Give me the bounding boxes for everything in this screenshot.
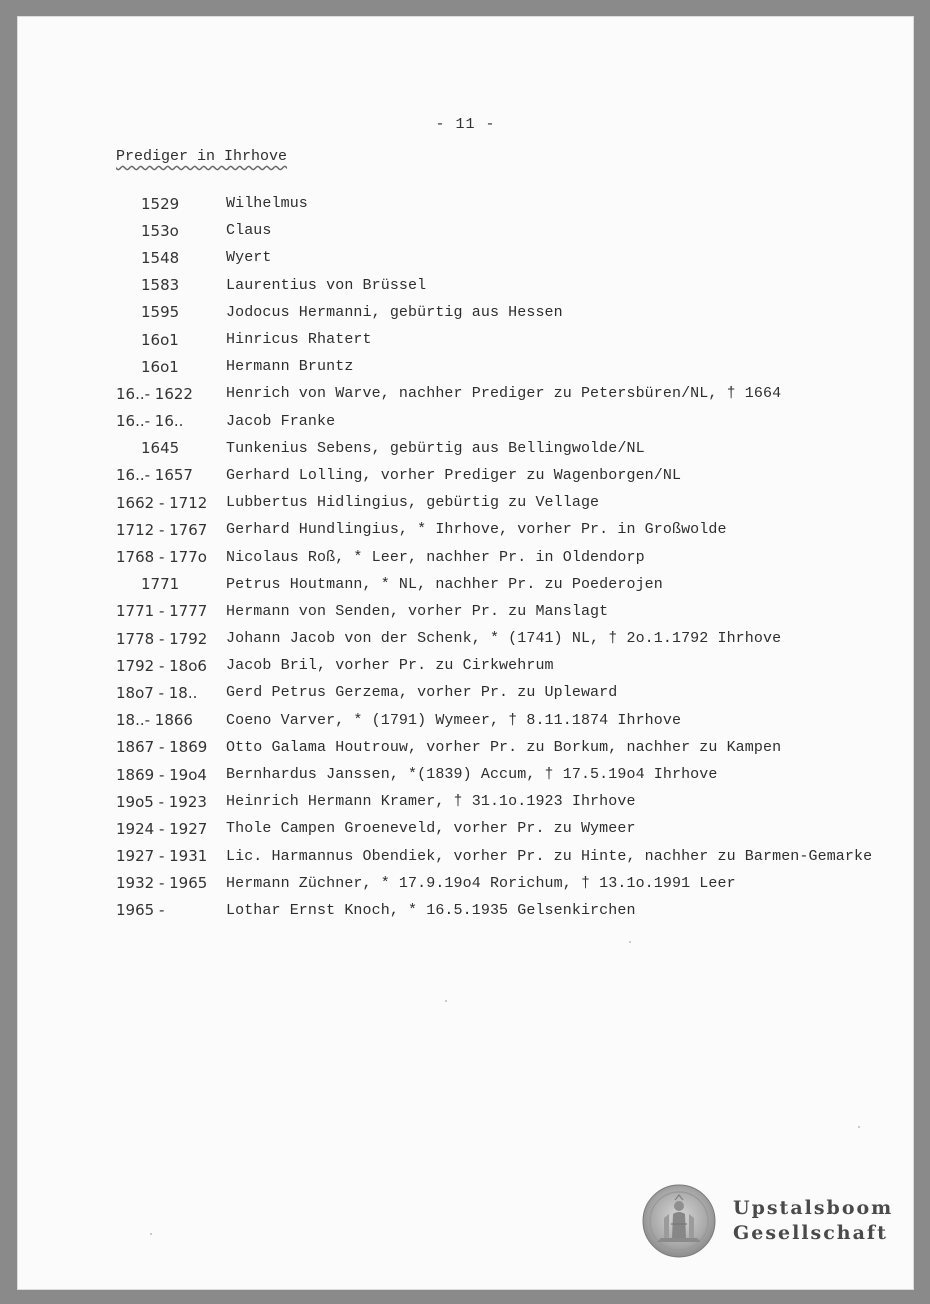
- paper-speck: [629, 941, 631, 943]
- entry-text: Jacob Franke: [226, 412, 336, 430]
- list-item: [116, 299, 872, 326]
- entry-years: 1932 - 1965: [116, 874, 208, 893]
- entry-text: Bernhardus Janssen, *(1839) Accum, † 17.5.19o4 Ihrhove: [226, 766, 718, 784]
- list-item: [116, 815, 872, 842]
- entry-years: 1778 - 1792: [116, 629, 208, 648]
- entry-text: Coeno Varver, * (1791) Wymeer, † 8.11.1874 Ihrhove: [226, 711, 682, 729]
- document-page: [17, 16, 914, 1290]
- entry-text: Thole Campen Groeneveld, vorher Pr. zu Wymeer: [226, 820, 636, 838]
- entry-years: 1927 - 1931: [116, 847, 208, 866]
- entry-years: 16..- 16..: [116, 412, 184, 431]
- seal-icon: [642, 1184, 716, 1258]
- entry-years: 19o5 - 1923: [116, 792, 207, 811]
- logo-line-2: Gesellschaft: [733, 1222, 888, 1244]
- list-item: [116, 244, 872, 271]
- entry-text: Wyert: [226, 249, 272, 267]
- paper-speck: [150, 1233, 152, 1235]
- paper-speck: [445, 1000, 447, 1002]
- list-item: [116, 408, 872, 435]
- list-item: [116, 843, 872, 870]
- list-item: [116, 788, 872, 815]
- entry-text: Gerd Petrus Gerzema, vorher Pr. zu Upleward: [226, 684, 618, 702]
- entry-text: Lic. Harmannus Obendiek, vorher Pr. zu Hinte, nachher zu Barmen-Gemarke: [226, 847, 873, 865]
- entry-years: 1645: [141, 439, 180, 458]
- logo-line-1: Upstalsboom: [733, 1197, 894, 1219]
- list-item: [116, 217, 872, 244]
- entry-text: Nicolaus Roß, * Leer, nachher Pr. in Oldendorp: [226, 548, 645, 566]
- entry-text: Heinrich Hermann Kramer, † 31.1o.1923 Ihrhove: [226, 793, 636, 811]
- entry-years: 16o1: [141, 330, 179, 349]
- list-item: [116, 734, 872, 761]
- entry-years: 1583: [141, 276, 180, 295]
- entry-text: Henrich von Warve, nachher Prediger zu Petersbüren/NL, † 1664: [226, 385, 782, 403]
- list-item: [116, 272, 872, 299]
- list-item: [116, 652, 872, 679]
- entry-text: Jodocus Hermanni, gebürtig aus Hessen: [226, 303, 563, 321]
- entry-text: Lothar Ernst Knoch, * 16.5.1935 Gelsenkirchen: [226, 901, 636, 919]
- entry-years: 1924 - 1927: [116, 819, 208, 838]
- entry-text: Tunkenius Sebens, gebürtig aus Bellingwolde/NL: [226, 439, 645, 457]
- entry-years: 1595: [141, 303, 180, 322]
- list-item: [116, 190, 872, 217]
- entry-years: 1548: [141, 248, 180, 267]
- list-item: [116, 761, 872, 788]
- list-item: [116, 625, 872, 652]
- list-item: [116, 326, 872, 353]
- paper-speck: [858, 1126, 860, 1128]
- entry-years: 1768 - 177o: [116, 548, 207, 567]
- section-heading: Prediger in Ihrhove: [116, 148, 288, 165]
- entry-years: 18..- 1866: [116, 711, 193, 730]
- list-item: [116, 679, 872, 706]
- list-item: [116, 543, 872, 570]
- entry-text: Petrus Houtmann, * NL, nachher Pr. zu Poederojen: [226, 575, 663, 593]
- entry-years: 153o: [141, 221, 179, 240]
- list-item: [116, 870, 872, 897]
- preacher-list: [116, 190, 872, 924]
- entry-years: 1792 - 18o6: [116, 656, 207, 675]
- list-item: [116, 380, 872, 407]
- entry-text: Gerhard Lolling, vorher Prediger zu Wagenborgen/NL: [226, 466, 682, 484]
- list-item: [116, 571, 872, 598]
- entry-years: 16o1: [141, 357, 179, 376]
- entry-text: Gerhard Hundlingius, * Ihrhove, vorher Pr. in Großwolde: [226, 521, 727, 539]
- entry-text: Hermann von Senden, vorher Pr. zu Manslagt: [226, 602, 609, 620]
- entry-years: 1529: [141, 194, 180, 213]
- entry-years: 1771: [141, 575, 180, 594]
- upstalsboom-logo: [642, 1184, 893, 1258]
- list-item: [116, 435, 872, 462]
- list-item: [116, 598, 872, 625]
- entry-text: Hinricus Rhatert: [226, 331, 372, 349]
- entry-text: Wilhelmus: [226, 195, 308, 213]
- entry-text: Claus: [226, 222, 272, 240]
- entry-years: 1869 - 19o4: [116, 765, 207, 784]
- list-item: [116, 462, 872, 489]
- list-item: [116, 516, 872, 543]
- list-item: [116, 897, 872, 924]
- entry-years: 16..- 1657: [116, 466, 193, 485]
- entry-text: Hermann Züchner, * 17.9.19o4 Rorichum, † 13.1o.1991 Leer: [226, 874, 736, 892]
- entry-text: Otto Galama Houtrouw, vorher Pr. zu Borkum, nachher zu Kampen: [226, 738, 782, 756]
- entry-years: 1712 - 1767: [116, 520, 208, 539]
- entry-text: Jacob Bril, vorher Pr. zu Cirkwehrum: [226, 657, 554, 675]
- entry-years: 16..- 1622: [116, 384, 193, 403]
- entry-text: Lubbertus Hidlingius, gebürtig zu Vellage: [226, 494, 600, 512]
- list-item: [116, 489, 872, 516]
- list-item: [116, 353, 872, 380]
- page-number: - 11 -: [435, 116, 496, 133]
- entry-years: 1965 -: [116, 901, 165, 920]
- list-item: [116, 707, 872, 734]
- entry-years: 1662 - 1712: [116, 493, 208, 512]
- entry-text: Laurentius von Brüssel: [226, 276, 427, 294]
- entry-years: 1771 - 1777: [116, 602, 208, 621]
- entry-years: 18o7 - 18..: [116, 683, 198, 702]
- entry-text: Johann Jacob von der Schenk, * (1741) NL, † 2o.1.1792 Ihrhove: [226, 630, 782, 648]
- entry-years: 1867 - 1869: [116, 738, 208, 757]
- entry-text: Hermann Bruntz: [226, 358, 354, 376]
